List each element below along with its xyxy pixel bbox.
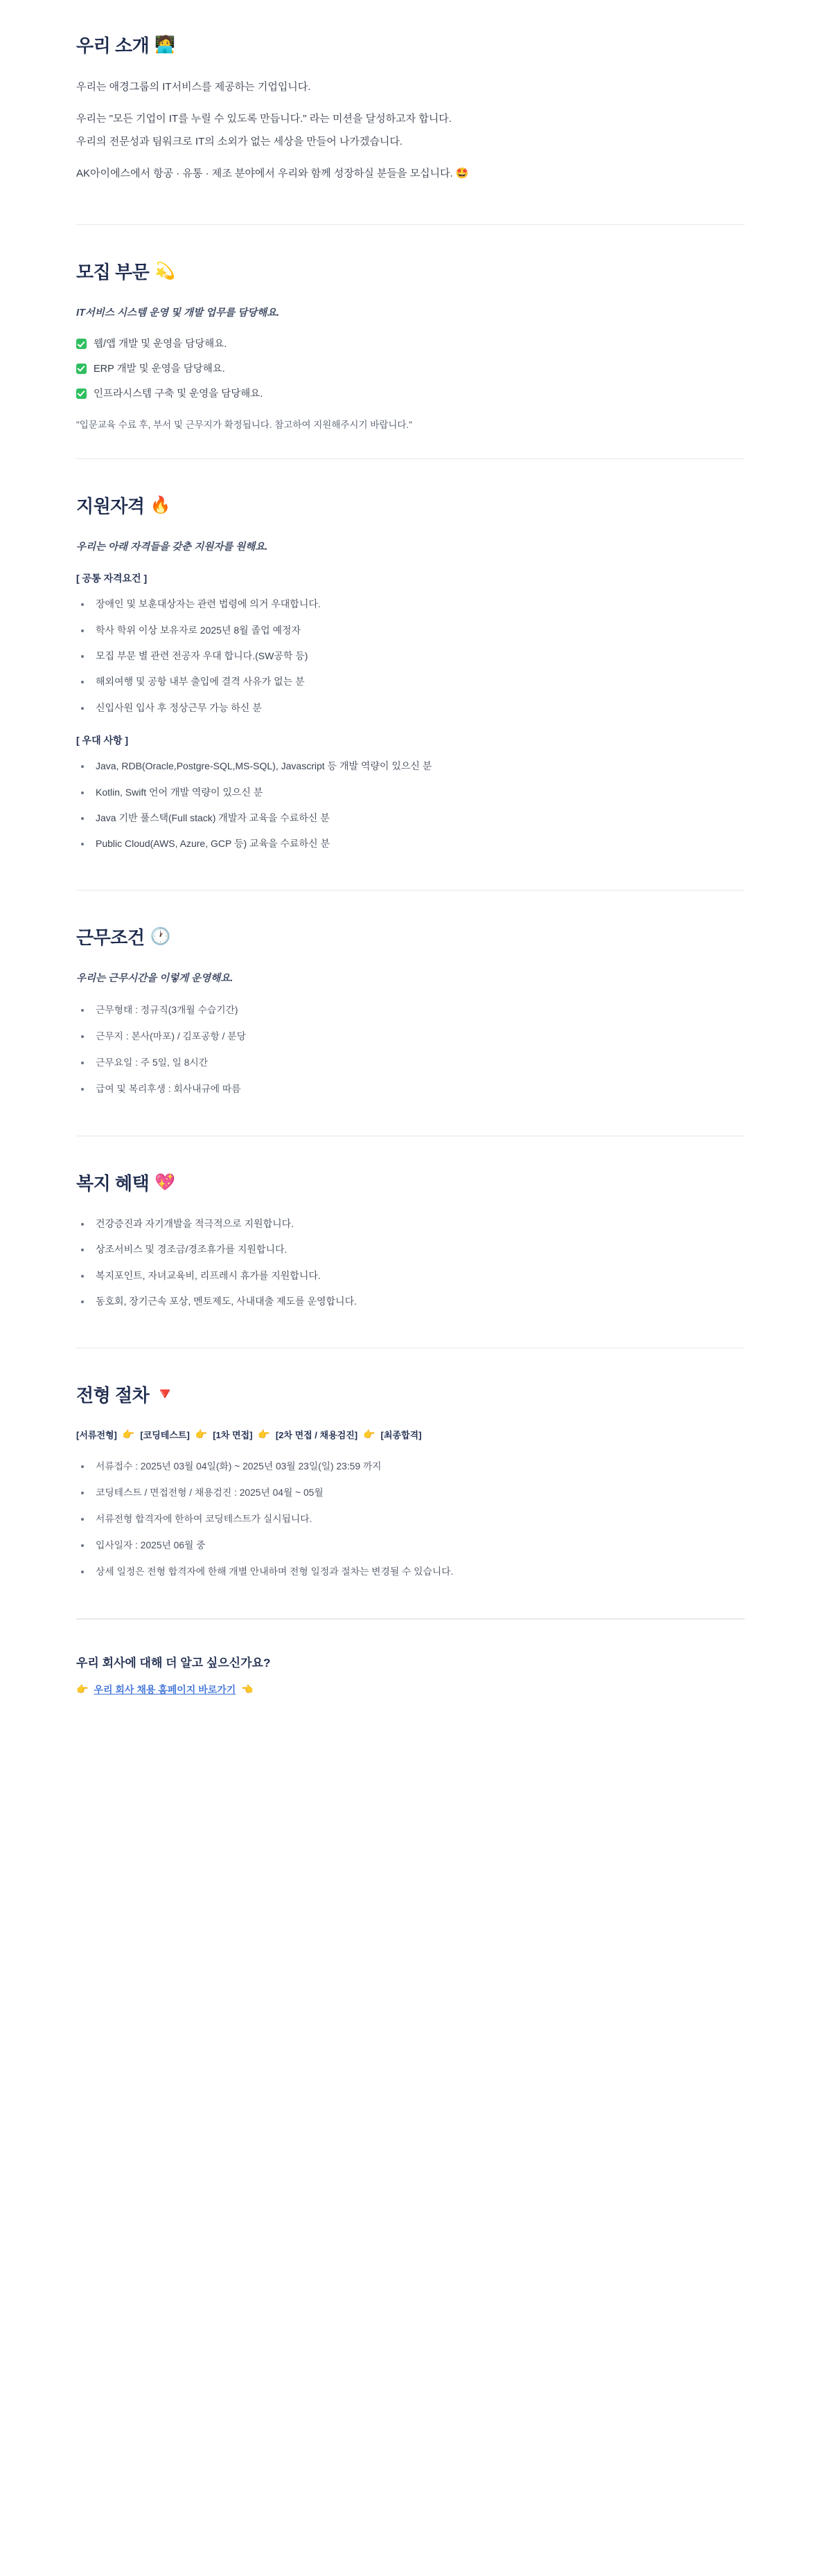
recruit-item-label: 웹/앱 개발 및 운영을 담당해요. xyxy=(94,339,227,350)
recruit-list xyxy=(76,337,745,402)
qualification-title-text: 지원자격 xyxy=(76,496,145,517)
conditions-list xyxy=(91,1003,745,1097)
check-icon xyxy=(76,388,87,399)
intro-title-text: 우리 소개 xyxy=(76,35,150,56)
technologist-icon: 🧑‍💻 xyxy=(155,35,175,54)
process-step: [최종합격] xyxy=(380,1429,422,1440)
conditions-note: 우리는 근무시간을 이렇게 운영해요. xyxy=(76,972,233,984)
list-item xyxy=(76,362,745,377)
list-item: • 근무지 : 본사(마포) / 김포공항 / 분당 xyxy=(91,1029,745,1044)
common-requirements-list xyxy=(91,596,745,715)
pointing-right-icon: 👉 xyxy=(76,1683,89,1695)
recruit-item-label: ERP 개발 및 운영을 담당해요. xyxy=(94,363,225,375)
process-step: [코딩테스트] xyxy=(140,1429,190,1440)
list-item: • Java, RDB(Oracle,Postgre-SQL,MS-SQL), Javascript 등 개발 역량이 있으신 분 xyxy=(91,758,745,773)
list-item: • 코딩테스트 / 면접전형 / 채용검진 : 2025년 04월 ~ 05월 xyxy=(91,1485,745,1501)
benefits-title-text: 복지 혜택 xyxy=(76,1173,150,1195)
list-item: • 모집 부문 별 관련 전공자 우대 합니다.(SW공학 등) xyxy=(91,648,745,663)
preferred-requirements-list xyxy=(91,758,745,852)
list-item: • 동호회, 장기근속 포상, 멘토제도, 사내대출 제도를 운영합니다. xyxy=(91,1294,745,1309)
two-hearts-icon: 💖 xyxy=(155,1173,175,1192)
list-item: • 상세 일정은 전형 합격자에 한해 개별 안내하며 전형 일정과 절차는 변경될 수 있습니다. xyxy=(91,1564,745,1580)
list-item: • 입사일자 : 2025년 06월 중 xyxy=(91,1538,745,1553)
pointing-right-icon: 👉 xyxy=(195,1428,208,1440)
recruit-heading xyxy=(76,258,745,284)
benefits-list xyxy=(91,1216,745,1309)
process-heading xyxy=(76,1381,745,1407)
list-item: • Java 기반 풀스택(Full stack) 개발자 교육을 수료하신 분 xyxy=(91,810,745,825)
list-item: • 급여 및 복리후생 : 회사내규에 따름 xyxy=(91,1082,745,1097)
list-item: • 신입사원 입사 후 정상근무 가능 하신 분 xyxy=(91,700,745,715)
list-item: • 상조서비스 및 경조금/경조휴가를 지원합니다. xyxy=(91,1242,745,1257)
pointing-right-icon: 👉 xyxy=(258,1428,270,1440)
process-step: [1차 면접] xyxy=(213,1429,253,1440)
recruit-title-text: 모집 부문 xyxy=(76,262,150,283)
process-title-text: 전형 절차 xyxy=(76,1384,150,1406)
list-item: • Public Cloud(AWS, Azure, GCP 등) 교육을 수료하신 분 xyxy=(91,836,745,851)
section-process xyxy=(76,1348,745,1619)
pointing-left-icon: 👈 xyxy=(241,1683,254,1695)
intro-paragraph-3: 우리의 전문성과 팀워크로 IT의 소외가 없는 세상을 만들어 나가겠습니다. xyxy=(76,135,403,147)
intro-paragraph-1: 우리는 애경그룹의 IT서비스를 제공하는 기업입니다. xyxy=(76,81,311,93)
intro-heading xyxy=(76,32,745,57)
fire-icon: 🔥 xyxy=(150,496,170,515)
list-item: • 학사 학위 이상 보유자로 2025년 8월 졸업 예정자 xyxy=(91,623,745,638)
check-icon xyxy=(76,339,87,349)
check-icon xyxy=(76,364,87,374)
section-recruit xyxy=(76,225,745,459)
conditions-heading xyxy=(76,924,745,949)
section-footer xyxy=(76,1619,745,1724)
list-item: • 건강증진과 자기개발을 적극적으로 지원합니다. xyxy=(91,1216,745,1231)
intro-paragraph-2: 우리는 "모든 기업이 IT를 누릴 수 있도록 만듭니다." 라는 미션을 달성하고자 합니다. xyxy=(76,113,452,125)
section-qualification xyxy=(76,459,745,891)
intro-paragraph-4: AK아이에스에서 항공 · 유통 · 제조 분야에서 우리와 함께 성장하실 분들을 모십니다. 🤩 xyxy=(76,167,469,179)
section-benefits xyxy=(76,1136,745,1348)
careers-homepage-link[interactable]: 우리 회사 채용 홈페이지 바로가기 xyxy=(94,1683,236,1695)
list-item: • 근무요일 : 주 5일, 일 8시간 xyxy=(91,1055,745,1071)
list-item xyxy=(76,387,745,402)
recruit-note: IT서비스 시스템 운영 및 개발 업무를 담당해요. xyxy=(76,307,280,319)
list-item: • 복지포인트, 자녀교육비, 리프레시 휴가를 지원합니다. xyxy=(91,1268,745,1283)
qualification-note: 우리는 아래 자격들을 갖춘 지원자를 원해요. xyxy=(76,542,268,553)
list-item: • Kotlin, Swift 언어 개발 역량이 있으신 분 xyxy=(91,785,745,800)
footer-question: 우리 회사에 대해 더 알고 싶으신가요? xyxy=(76,1656,271,1670)
list-item: • 해외여행 및 공항 내부 출입에 결격 사유가 없는 분 xyxy=(91,674,745,689)
pointing-right-icon: 👉 xyxy=(122,1428,135,1440)
list-item: • 서류전형 합격자에 한하여 코딩테스트가 실시됩니다. xyxy=(91,1512,745,1527)
recruit-item-label: 인프라시스템 구축 및 운영을 담당해요. xyxy=(94,388,263,400)
section-conditions xyxy=(76,891,745,1136)
benefits-heading xyxy=(76,1170,745,1195)
list-item xyxy=(76,337,745,352)
recruit-quote: "입문교육 수료 후, 부서 및 근무지가 확정됩니다. 참고하여 지원해주시기 바랍니다." xyxy=(76,420,412,431)
process-schedule-list xyxy=(91,1459,745,1580)
common-requirements-label: [ 공통 자격요건 ] xyxy=(76,573,148,584)
list-item: • 서류접수 : 2025년 03월 04일(화) ~ 2025년 03월 23일(일) 23:59 까지 xyxy=(91,1459,745,1474)
list-item: • 장애인 및 보훈대상자는 관련 법령에 의거 우대합니다. xyxy=(91,596,745,611)
footer-link-row[interactable] xyxy=(76,1683,745,1697)
process-step: [2차 면접 / 채용검진] xyxy=(275,1429,358,1440)
dash-icon: 💫 xyxy=(155,262,175,280)
process-step: [서류전형] xyxy=(76,1429,117,1440)
red-triangle-down-icon: 🔻 xyxy=(155,1384,175,1404)
conditions-title-text: 근무조건 xyxy=(76,927,145,948)
preferred-requirements-label: [ 우대 사항 ] xyxy=(76,735,129,746)
process-steps xyxy=(76,1428,745,1441)
qualification-heading xyxy=(76,492,745,518)
list-item: • 근무형태 : 정규직(3개월 수습기간) xyxy=(91,1003,745,1018)
clock-icon: 🕐 xyxy=(150,927,170,946)
section-intro xyxy=(76,0,745,225)
pointing-right-icon: 👉 xyxy=(363,1428,376,1440)
